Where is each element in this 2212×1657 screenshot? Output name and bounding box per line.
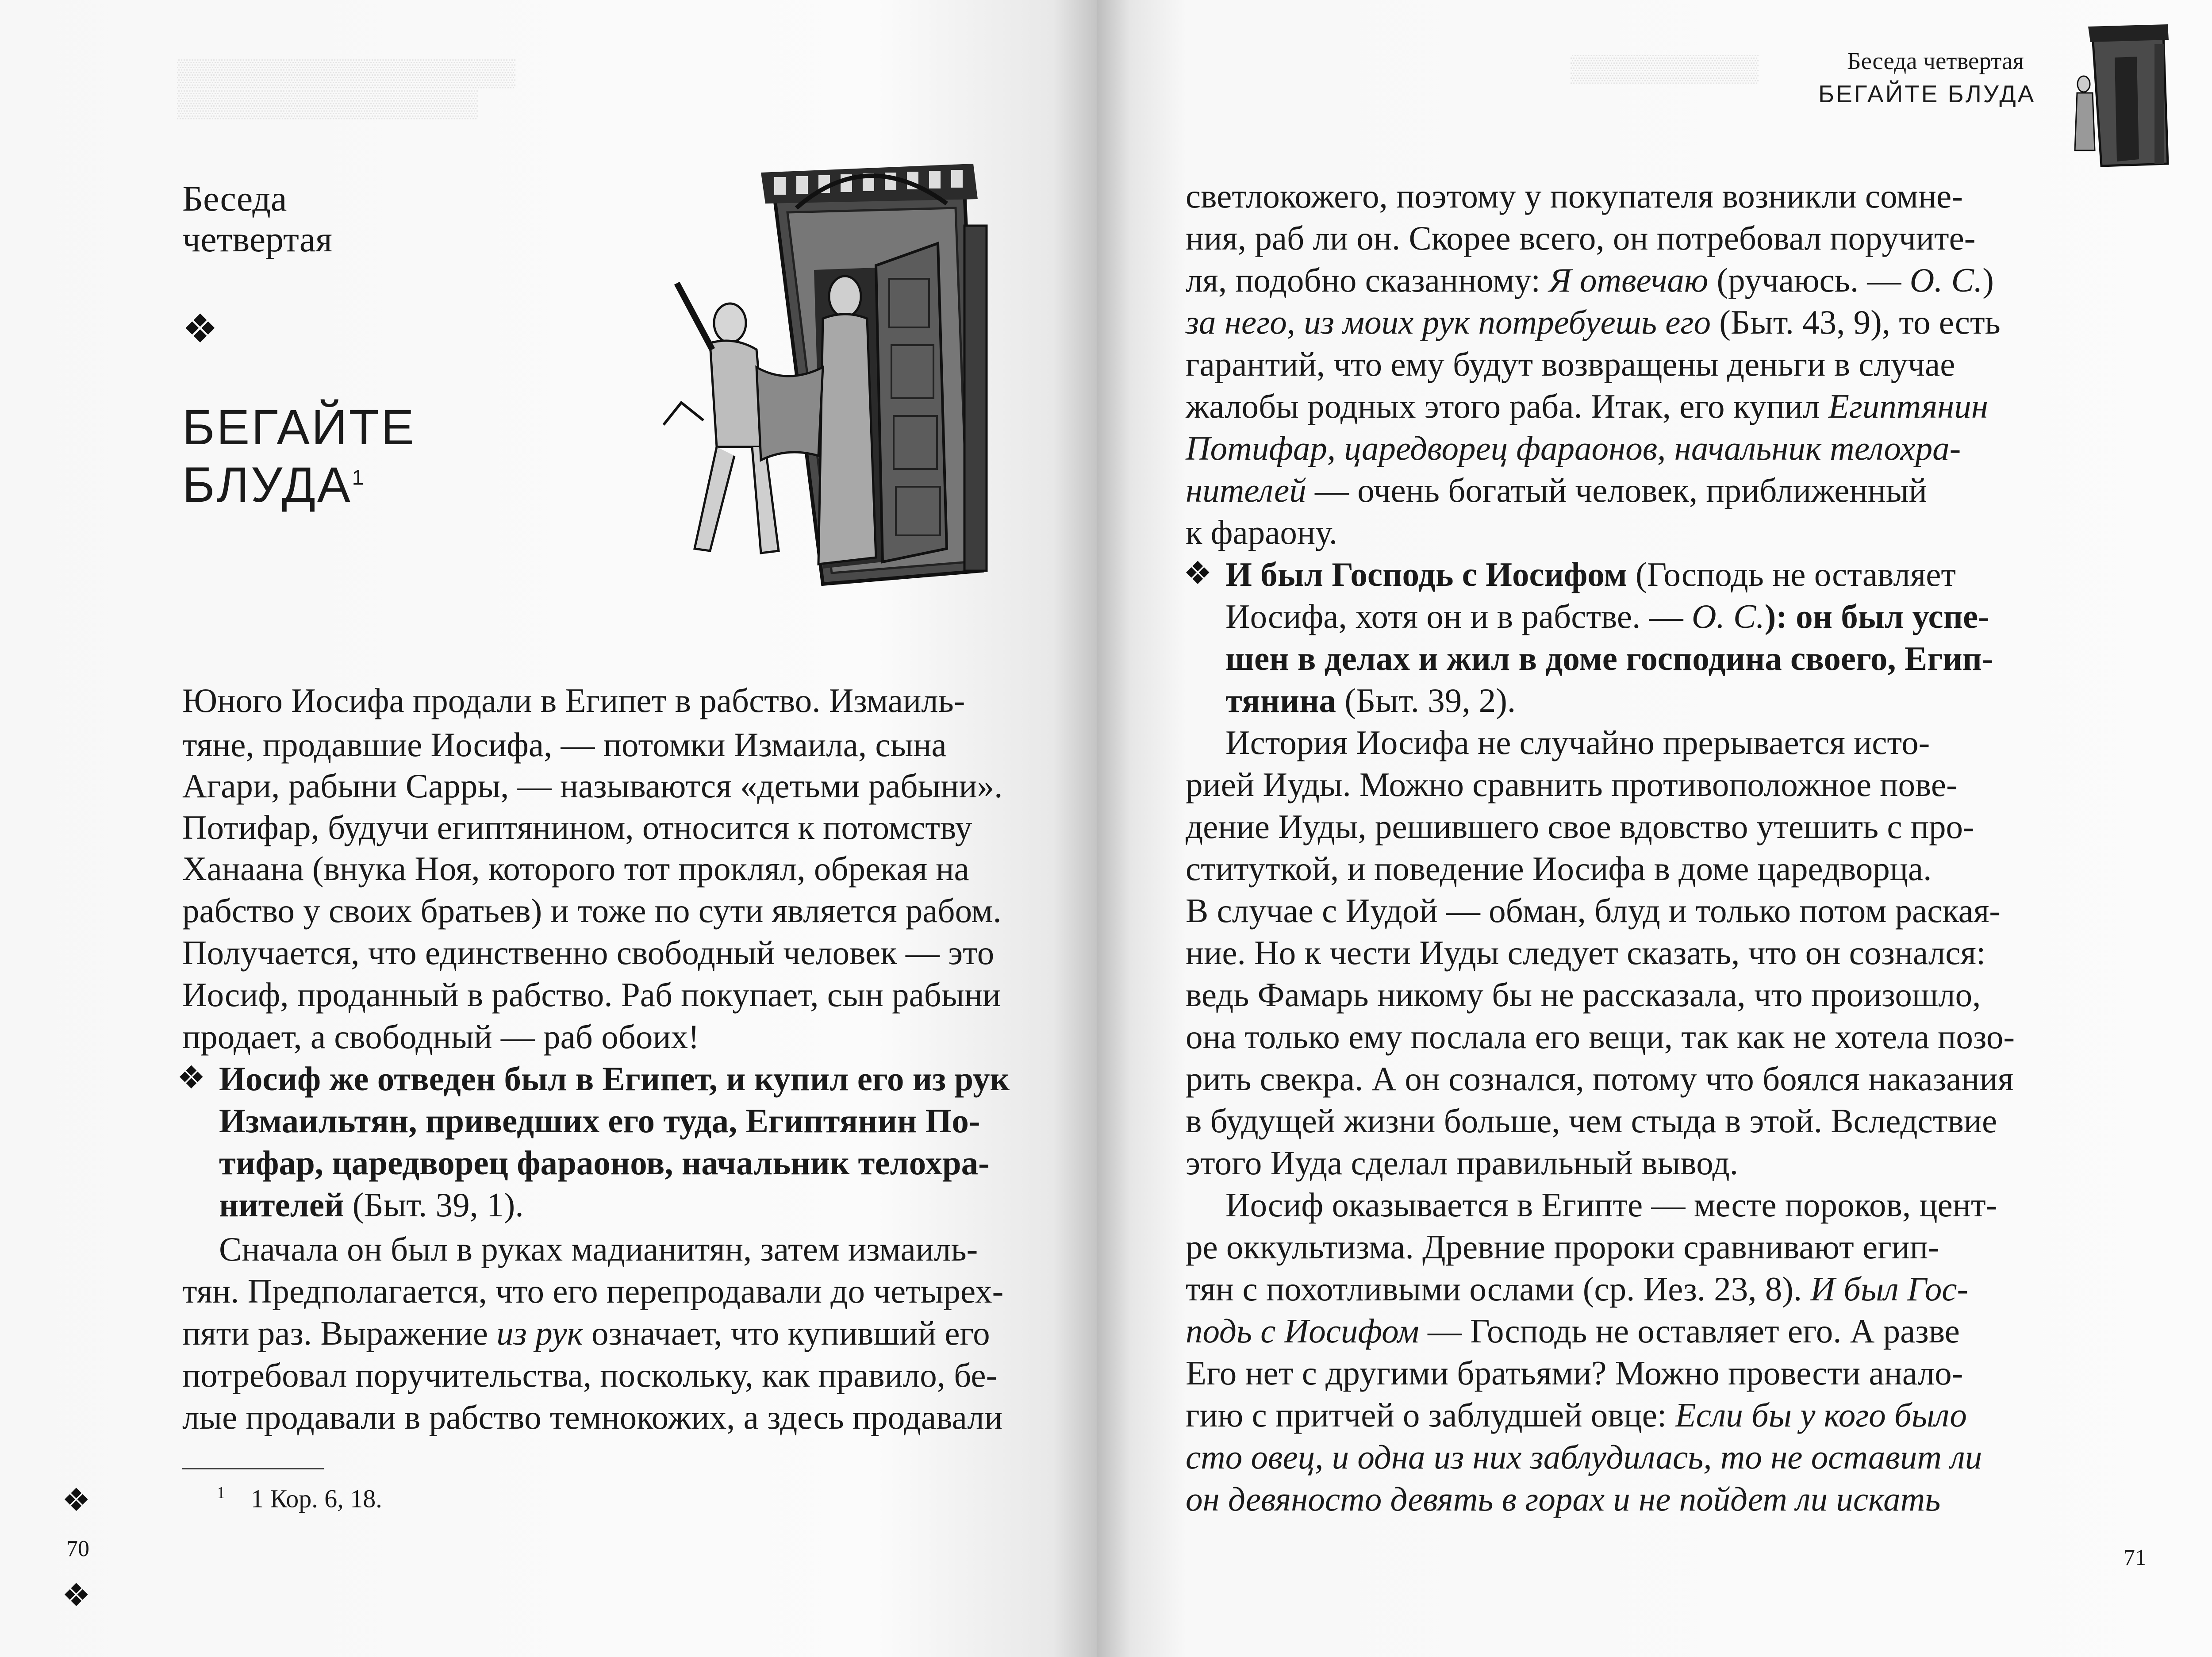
italic-span: нителей (1186, 471, 1306, 509)
text-line: Иосиф, проданный в рабство. Раб покупает, сын рабыни (182, 976, 1001, 1014)
text-line: потребовал поручительства, поскольку, как правило, бе- (182, 1356, 998, 1394)
footnote-text: 1 Кор. 6, 18. (251, 1484, 382, 1513)
chapter-heading-line2: четвертая (182, 219, 332, 259)
diamond-ornament-icon: ❖ (182, 308, 218, 351)
text-line (1186, 473, 1927, 507)
italic-span: Я отвечаю (1549, 261, 1709, 299)
text-line: ведь Фамарь никому бы не рассказала, что произошло, (1186, 976, 1981, 1014)
text-line: тян. Предполагается, что его перепродавали до четырех- (182, 1272, 1004, 1310)
text-line: тяне, продавшие Иосифа, — потомки Измаила, сына (182, 726, 947, 764)
text-span: ) (1982, 261, 1994, 299)
diamond-bullet-icon: ❖ (1183, 556, 1212, 591)
text-line (1186, 1398, 1967, 1432)
footnote (217, 1484, 382, 1511)
text-line: ституткой, и поведение Иосифа в доме царедворца. (1186, 850, 1932, 888)
verse-line-last (219, 1188, 524, 1222)
italic-span: за него, из моих рук потребуешь его (1186, 303, 1711, 341)
text-line: Потифар, царедворец фараонов, начальник телохра- (1186, 429, 1961, 467)
illustration-joseph-and-potiphars-wife (628, 137, 1026, 602)
verse-line: шен в делах и жил в доме господина своего, Егип- (1225, 639, 1993, 677)
bleed-through-text: ▒▒▒▒▒▒▒▒▒▒▒▒▒▒▒▒▒▒ (177, 58, 516, 87)
running-head-line2: БЕГАЙТЕ БЛУДА (1818, 80, 2036, 108)
text-line: Его нет с другими братьями? Можно провести анало- (1186, 1354, 1963, 1392)
verse-bold-part: нителей (219, 1186, 344, 1224)
verse-line: Иосиф же отведен был в Египет, и купил его из рук (219, 1060, 1010, 1098)
italic-span: Египтянин (1828, 387, 1989, 425)
text-line: продает, а свободный — раб обоих! (182, 1018, 699, 1056)
text-line: гарантий, что ему будут возвращены деньги в случае (1186, 345, 1955, 383)
text-line: этого Иуда сделал правильный вывод. (1186, 1144, 1738, 1182)
text-line: Получается, что единственно свободный человек — это (182, 934, 995, 972)
chapter-title-line1: БЕГАЙТЕ (182, 400, 416, 455)
italic-span: И был Гос- (1810, 1270, 1969, 1308)
text-span: (ручаюсь. — (1708, 261, 1910, 299)
bold-span: он был успе- (1796, 597, 1989, 635)
chapter-heading-line1: Беседа (182, 178, 287, 219)
text-span: — Господь не оставляет его. А разве (1419, 1312, 1960, 1350)
page-number: 71 (2124, 1545, 2147, 1570)
text-line: ние. Но к чести Иуды следует сказать, что он сознался: (1186, 934, 1986, 972)
text-span: тян с похотливыми ослами (ср. Иез. 23, 8). (1186, 1270, 1811, 1308)
bleed-through-text: ▒▒▒▒▒▒▒▒▒▒▒▒▒▒▒▒ (177, 89, 478, 118)
text-span: Иосифа, хотя он и в рабстве. — (1225, 597, 1692, 635)
text-line: В случае с Иудой — обман, блуд и только потом раская- (1186, 892, 2001, 930)
bold-span: И был Господь с Иосифом (1225, 555, 1627, 593)
small-illustration-icon (2066, 18, 2177, 168)
text-span: (Быт. 43, 9), то есть (1710, 303, 2001, 341)
text-line (182, 1316, 990, 1350)
text-line: Агари, рабыни Сарры, — называются «детьми рабыни». (182, 767, 1003, 805)
verse-line (1225, 681, 1516, 719)
text-span: — очень богатый человек, приближенный (1306, 471, 1927, 509)
verse-line: Измаильтян, приведших его туда, Египтянин По- (219, 1102, 980, 1140)
italic-span: О. С. (1691, 597, 1765, 635)
bold-span: ): (1764, 597, 1796, 635)
text-line (1186, 1272, 1968, 1306)
text-line: к фараону. (1186, 513, 1338, 551)
verse-line: тифар, царедворец фараонов, начальник телохра- (219, 1144, 990, 1182)
verse-line (1225, 597, 1989, 635)
diamond-bullet-icon: ❖ (177, 1060, 206, 1096)
italic-span: Если бы у кого было (1675, 1396, 1967, 1434)
chapter-title-line2 (182, 457, 366, 512)
chapter-title-word2: БЛУДА (182, 457, 352, 512)
text-line: Сначала он был в руках мадианитян, затем измаиль- (219, 1230, 978, 1268)
text-line: он девяносто девять в горах и не пойдет ли искать (1186, 1480, 1941, 1518)
text-span: жалобы родных этого раба. Итак, его купил (1186, 387, 1828, 425)
right-page (1097, 0, 2212, 1657)
text-line: Иосиф оказывается в Египте — месте пороков, цент- (1225, 1186, 1997, 1224)
bold-span: тянина (1225, 681, 1336, 719)
text-line: ре оккультизма. Древние пророки сравнивают егип- (1186, 1228, 1939, 1266)
text-line: История Иосифа не случайно прерывается исто- (1225, 723, 1930, 761)
text-line: светлокожего, поэтому у покупателя возникли сомне- (1186, 177, 1963, 215)
text-line: Юного Иосифа продали в Египет в рабство. Измаиль- (182, 681, 965, 719)
footnote-rule (182, 1468, 324, 1469)
text-line (1186, 263, 1994, 297)
text-line: она только ему послала его вещи, так как не хотела позо- (1186, 1018, 2015, 1056)
text-line (1186, 1314, 1960, 1348)
text-line (1186, 389, 1988, 423)
text-line: Потифар, будучи египтянином, относится к потомству (182, 808, 972, 846)
footnote-number: 1 (217, 1484, 225, 1502)
diamond-ornament-icon: ❖ (62, 1578, 91, 1613)
italic-span: О. С. (1909, 261, 1983, 299)
left-page (0, 0, 1097, 1657)
text-span: пяти раз. Выражение (182, 1314, 497, 1352)
text-line: рабство у своих братьев) и тоже по сути является рабом. (182, 892, 1002, 930)
verse-reference: (Быт. 39, 1). (344, 1186, 524, 1224)
footnote-marker: 1 (352, 466, 366, 490)
text-line: Ханаана (внука Ноя, которого тот проклял, обрекая на (182, 850, 969, 888)
running-head-line1: Беседа четвертая (1847, 47, 2024, 74)
text-span: (Быт. 39, 2). (1336, 681, 1516, 719)
text-line: ния, раб ли он. Скорее всего, он потребовал поручите- (1186, 219, 1976, 257)
text-line: лые продавали в рабство темнокожих, а здесь продавали (182, 1398, 1003, 1436)
text-span: гию с притчей о заблудшей овце: (1186, 1396, 1675, 1434)
text-line: дение Иуды, решившего свое вдовство утешить с про- (1186, 807, 1974, 846)
verse-line (1225, 557, 1956, 592)
text-span: (Господь не оставляет (1627, 555, 1956, 593)
italic-span: из рук (496, 1314, 583, 1352)
italic-span: подь с Иосифом (1186, 1312, 1419, 1350)
page-number: 70 (66, 1536, 89, 1561)
text-line: в будущей жизни больше, чем стыда в этой. Вследствие (1186, 1102, 1997, 1140)
bleed-through-text: ▒▒▒▒▒▒▒▒▒▒ (1571, 54, 1759, 83)
text-line: рить свекра. А он сознался, потому что боялся наказания (1186, 1060, 2014, 1098)
text-line: сто овец, и одна из них заблудилась, то не оставит ли (1186, 1438, 1982, 1476)
text-line: рией Иуды. Можно сравнить противоположное пове- (1186, 765, 1958, 804)
text-span: означает, что купивший его (583, 1314, 990, 1352)
text-span: ля, подобно сказанному: (1186, 261, 1549, 299)
text-line (1186, 305, 2001, 339)
diamond-ornament-icon: ❖ (62, 1483, 91, 1518)
